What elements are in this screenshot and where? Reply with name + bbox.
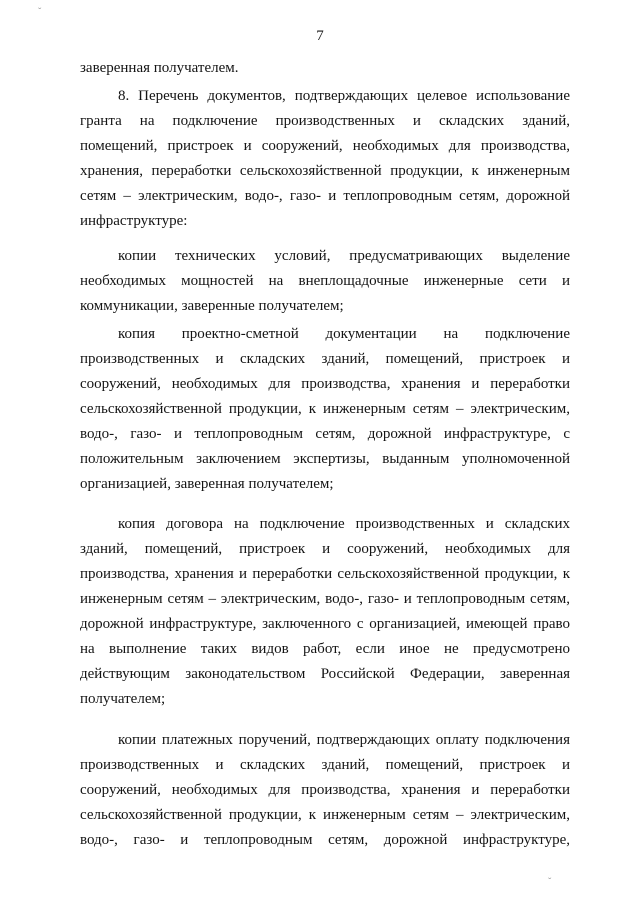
text-line: водо-, газо- и теплопроводным сетям, дорожной инфраструктуре, с [80,426,570,442]
text-line: на выполнение таких видов работ, если иное не предусмотрено [80,641,570,657]
text-line: сетям – электрическим, водо-, газо- и теплопроводным сетям, дорожной [80,188,570,204]
text-line: помещений, пристроек и сооружений, необходимых для производства, [80,138,570,154]
text-line: копия проектно-сметной документации на подключение [118,326,570,342]
scan-mark-top-left: ˇ [38,7,42,18]
text-line: копии технических условий, предусматривающих выделение [118,248,570,264]
paragraph-technical-conditions [80,244,570,319]
text-line: инженерным сетям – электрическим, водо-, газо- и теплопроводным сетям, [80,591,570,607]
text-line: инфраструктуре: [80,213,188,229]
paragraph-item-8 [80,84,570,234]
text-line: получателем; [80,691,166,707]
text-line: коммуникации, заверенные получателем; [80,298,344,314]
text-line: сельскохозяйственной продукции, к инженерным сетям – электрическим, [80,401,570,417]
text-line: копии платежных поручений, подтверждающих оплату подключения [118,732,570,748]
text-line: сооружений, необходимых для производства, хранения и переработки [80,782,570,798]
text-line: необходимых мощностей на внеплощадочные инженерные сети и [80,273,570,289]
text-line: 8. Перечень документов, подтверждающих целевое использование [118,88,570,104]
text-line: положительным заключением экспертизы, выданным уполномоченной [80,451,570,467]
text-line: зданий, помещений, пристроек и сооружений, необходимых для [80,541,570,557]
text-line: копия договора на подключение производственных и складских [118,516,570,532]
text-line: хранения, переработки сельскохозяйственной продукции, к инженерным [80,163,570,179]
text-line: водо-, газо- и теплопроводным сетям, дорожной инфраструктуре, [80,832,570,848]
text-line: производственных и складских зданий, помещений, пристроек и [80,351,570,367]
text-line: действующим законодательством Российской Федерации, заверенная [80,666,570,682]
paragraph-continuation [80,56,570,81]
text-line: сельскохозяйственной продукции, к инженерным сетям – электрическим, [80,807,570,823]
text-line: организацией, заверенная получателем; [80,476,334,492]
paragraph-payment-orders [80,728,570,853]
paragraph-design-documentation [80,322,570,497]
text-line: гранта на подключение производственных и складских зданий, [80,113,570,129]
text-line: сооружений, необходимых для производства, хранения и переработки [80,376,570,392]
text-line: производства, хранения и переработки сельскохозяйственной продукции, к [80,566,570,582]
text-line: заверенная получателем. [80,60,239,76]
scan-mark-bottom-right: ˇ [548,877,552,888]
page-number: 7 [316,28,324,44]
paragraph-connection-contract [80,512,570,712]
text-line: дорожной инфраструктуре, заключенного с организацией, имеющей право [80,616,570,632]
text-line: производственных и складских зданий, помещений, пристроек и [80,757,570,773]
